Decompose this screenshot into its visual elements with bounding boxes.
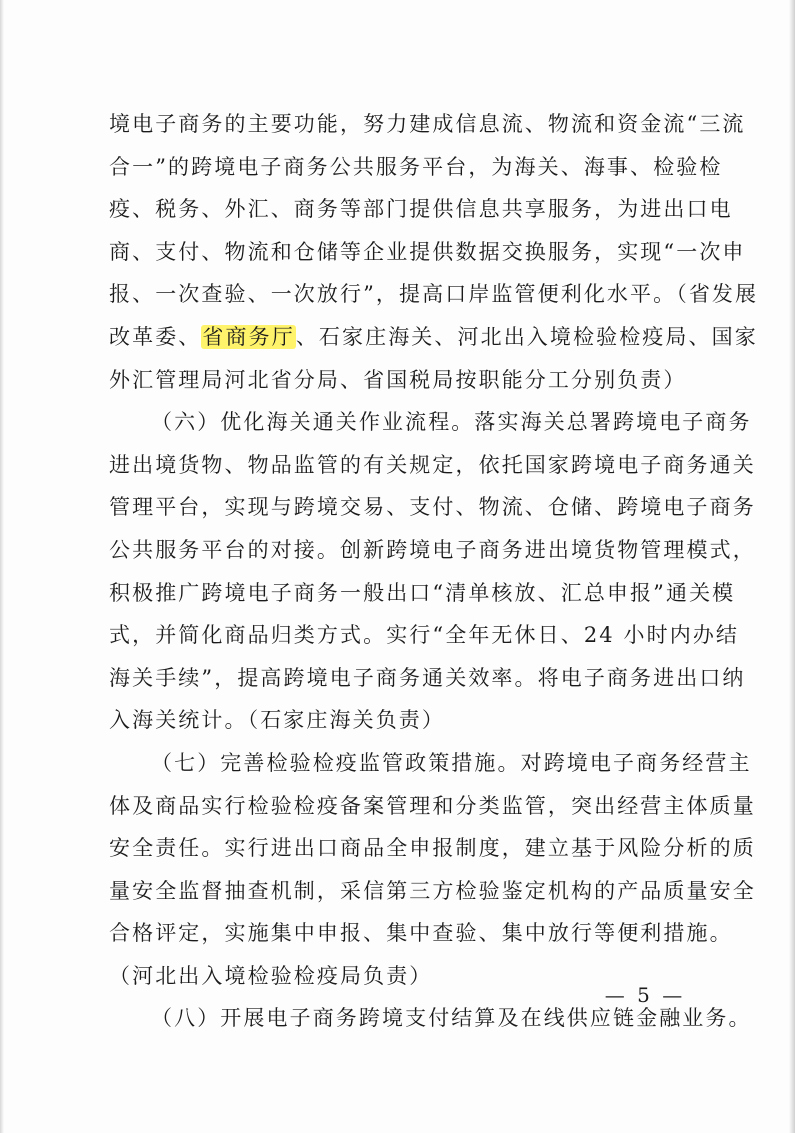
section-heading-line: （七）完善检验检疫监管政策措施。对跨境电子商务经营主	[151, 750, 752, 775]
text-line-with-highlight	[109, 316, 758, 359]
text-line: 进出境货物、物品监管的有关规定，依托国家跨境电子商务通关	[109, 452, 756, 477]
scan-shadow-right	[789, 0, 795, 1133]
text-line: 外汇管理局河北省分局、省国税局按职能分工分别负责）	[109, 367, 687, 392]
text-line: 疫、税务、外汇、商务等部门提供信息共享服务，为进出口电	[109, 197, 733, 222]
text-segment: 、石家庄海关、河北出入境检验检疫局、国家	[295, 324, 758, 349]
text-line: 体及商品实行检验检疫备案管理和分类监管，突出经营主体质量	[109, 793, 756, 818]
text-line: 合格评定，实施集中申报、集中查验、集中放行等便利措施。	[109, 921, 733, 946]
text-line: （河北出入境检验检疫局负责）	[109, 963, 433, 988]
text-line: 报、一次查验、一次放行”，提高口岸监管便利化水平。（省发展	[109, 282, 759, 307]
text-line: 式，并简化商品归类方式。实行“全年无休日、24 小时内办结	[109, 623, 740, 648]
text-line: 合一”的跨境电子商务公共服务平台，为海关、海事、检验检	[109, 154, 723, 179]
text-line: 入海关统计。（石家庄海关负责）	[109, 708, 445, 733]
text-line: 安全责任。实行进出口商品全申报制度，建立基于风险分析的质	[109, 836, 756, 861]
text-segment: 改革委、	[109, 324, 202, 349]
text-line: 海关手续”，提高跨境电子商务通关效率。将电子商务进出口纳	[109, 665, 746, 690]
body-text	[109, 103, 759, 1040]
text-line: 管理平台，实现与跨境交易、支付、物流、仓储、跨境电子商务	[109, 495, 756, 520]
text-line: 商、支付、物流和仓储等企业提供数据交换服务，实现“一次申	[109, 239, 746, 264]
text-line: 积极推广跨境电子商务一般出口“清单核放、汇总申报”通关模	[109, 580, 736, 605]
text-line: 量安全监督抽查机制，采信第三方检验鉴定机构的产品质量安全	[109, 878, 756, 903]
text-line: 境电子商务的主要功能，努力建成信息流、物流和资金流“三流	[109, 112, 746, 136]
scan-shadow-left	[0, 0, 4, 1133]
highlighted-text: 省商务厅	[202, 324, 295, 349]
section-heading-line: （六）优化海关通关作业流程。落实海关总署跨境电子商务	[151, 410, 752, 435]
section-heading-line: （八）开展电子商务跨境支付结算及在线供应链金融业务。	[151, 1006, 752, 1031]
page-number: — 5 —	[604, 983, 686, 1007]
text-line: 公共服务平台的对接。创新跨境电子商务进出境货物管理模式，	[109, 537, 756, 562]
